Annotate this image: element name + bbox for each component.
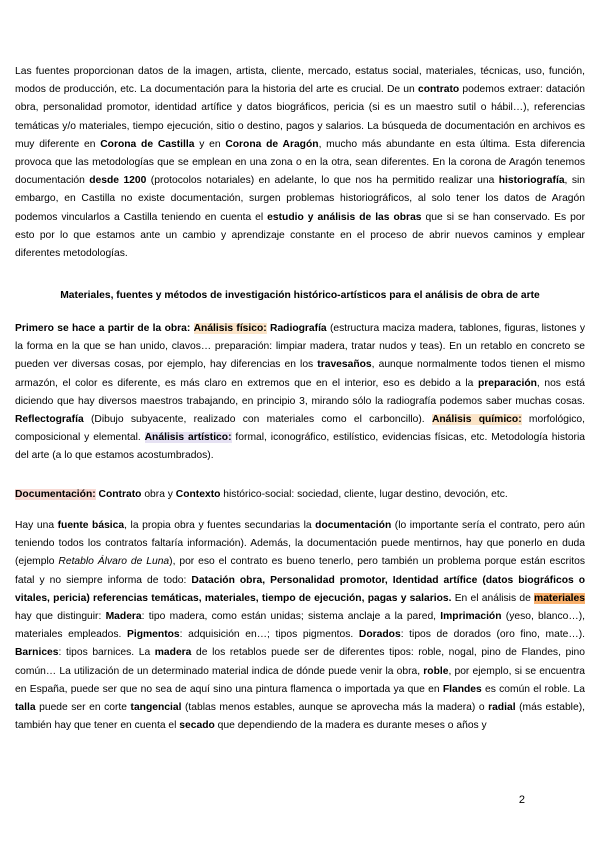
section-heading: Materiales, fuentes y métodos de investigación histórico-artísticos para el análisis de obra de arte — [60, 290, 540, 301]
bold-term: Radiografía — [270, 323, 327, 334]
bold-term: 1200 — [123, 175, 147, 187]
text-run: (yeso, blanco…), materiales empleados. — [15, 611, 585, 641]
page-number: 2 — [518, 794, 525, 806]
bold-term: Imprimación — [440, 611, 502, 623]
text-run: de los retablos puede ser de diferentes tipos: roble, nogal, pino de Flandes, pino común… La utilización de un determinado material indica de dónde puede venir la obra, — [15, 647, 586, 677]
bold-term: talla — [15, 702, 36, 714]
highlight-materials: materiales — [534, 592, 585, 604]
bold-term: Contexto — [175, 489, 221, 500]
bold-term: fuente básica — [57, 520, 125, 531]
text-run: formal, iconográfico, estilístico, evidencias físicas, etc. Metodología historia del arte (a lo que estamos acostumbrados). — [15, 432, 585, 462]
bold-term: Corona de Aragón — [225, 138, 319, 150]
text-run: Hay una — [15, 520, 58, 531]
text-run: podemos extraer: datación obra, personalidad promotor, identidad artífice y datos biográficos, pericia (si es un maestro sutil o hábil…), referencias temáticas y/o materiales, tiempo ejecución, sitio o destino, pagos y salarios. La búsqueda de documentación en archivos es muy diferente en — [15, 84, 585, 150]
text-run: , nos está diciendo que hay diversos maestros trabajando, en principio 3, mirando sólo la radiografía podemos saber muchas cosas. — [15, 377, 585, 407]
bold-term: madera — [154, 647, 192, 659]
text-run: En el análisis de — [451, 592, 535, 604]
text-run: (lo importante sería el contrato, pero aún teniendo todos los contratos faltaría información). Además, la documentación puede mentirnos, hay que ponerlo en duda (ejemplo — [15, 520, 585, 568]
bold-term: Primero se hace a partir de la obra: — [15, 323, 191, 334]
bold-term: radial — [488, 702, 516, 714]
text-run: morfológico, composicional y elemental. — [15, 414, 585, 444]
bold-term: travesaños — [317, 359, 372, 371]
text-run: , la propia obra y fuentes secundarias la — [124, 520, 316, 531]
text-run: , mucho más abundante en esta última. Esta diferencia provoca que las metodologías que se emplean en una zona o en la otra, sean diferentes. En la corona de Aragón tenemos documentación — [15, 138, 586, 187]
bold-term: desde — [89, 175, 120, 187]
bold-term: Corona de Castilla — [100, 138, 195, 150]
analysis-paragraph — [15, 320, 585, 466]
text-run: es común el roble. La — [481, 683, 586, 695]
highlight-physical-analysis: Análisis físico: — [193, 323, 267, 334]
text-run: Las fuentes proporcionan datos de la imagen, artista, cliente, mercado, estatus social, materiales, técnicas, uso, función, modos de producción, etc. La documentación para la historia del arte es crucial. De un — [15, 66, 585, 96]
documentation-paragraph — [15, 486, 585, 504]
bold-term: estudio y análisis de las obras — [267, 211, 422, 223]
text-run: (más estable), también hay que tener en cuenta el — [15, 702, 585, 732]
italic-title: Retablo Álvaro de Luna — [58, 556, 170, 568]
text-run: , aunque normalmente todos tienen el mismo armazón, el color es diferente, es más claro en extremos que en el interior, eso es debido a la — [15, 359, 585, 389]
bold-term: Flandes — [442, 683, 482, 695]
bold-term: documentación — [315, 520, 392, 531]
text-run: que si se han conservado. Es por esto por lo que estamos ante un cambio y aprendizaje constante en el proceso de abrir nuevos caminos y emplear diferentes metodologías. — [15, 211, 585, 260]
bold-term: secado — [179, 720, 215, 732]
text-run: : tipos de dorados (oro fino, mate…). — [400, 629, 585, 641]
bold-term: contrato — [417, 84, 460, 96]
highlight-artistic-analysis: Análisis artístico: — [144, 432, 232, 444]
bold-term: preparación — [477, 377, 537, 389]
bold-term: Barnices — [15, 647, 59, 659]
bold-term: tangencial — [130, 702, 182, 714]
text-run: (tablas menos estables, aunque se aprovecha más la madera) o — [181, 702, 489, 714]
highlight-chemical-analysis: Análisis químico: — [431, 414, 522, 426]
sources-paragraph — [15, 517, 585, 735]
text-run: (protocolos notariales) en adelante, lo que nos ha permitido realizar una — [146, 175, 499, 187]
intro-paragraph — [15, 63, 585, 263]
bold-term: roble — [423, 665, 449, 677]
text-run: histórico-social: sociedad, cliente, lugar destino, devoción, etc. — [220, 489, 508, 500]
text-run: que dependiendo de la madera es durante meses o años y — [214, 720, 487, 732]
text-run: puede ser en corte — [35, 702, 131, 714]
bold-term: historiografía — [498, 175, 565, 187]
bold-term: Pigmentos — [127, 629, 180, 641]
bold-term: Dorados — [358, 629, 401, 641]
highlight-documentation: Documentación: — [15, 489, 96, 500]
text-run: y en — [194, 138, 226, 150]
text-run: ), por eso el contrato es bueno tenerlo, pero también un problema porque están escritos fatal y no siempre informa de todo: — [15, 556, 585, 586]
text-run: (estructura maciza madera, tablones, figuras, listones y la forma en la que se han unido, clavos… preparación: limpiar madera, tratar nudos y teas). En un retablo en concreto se pueden ver diversas cosas, por ejemplo, hay diferencias en los — [15, 323, 585, 371]
bold-term: Datación obra, Personalidad promotor, Identidad artífice (datos biográficos o vitales, pericia) referencias temáticas, materiales, tiempo de ejecución, pagas y salarios. — [15, 574, 586, 604]
text-run: (Dibujo subyacente, realizado con materiales como el carboncillo). — [83, 414, 432, 426]
text-run: : tipos barnices. La — [58, 647, 155, 659]
bold-term: Reflectografía — [15, 414, 84, 426]
text-run: obra y — [141, 489, 176, 500]
text-run: , sin embargo, en Castilla no existe documentación, surgen problemas historiográficos, al solo tener los datos de Aragón podemos vincularlos a Castilla teniendo en cuenta el — [15, 175, 585, 223]
text-run: : adquisición en…; tipos pigmentos. — [179, 629, 359, 641]
text-run: : tipo madera, como están unidas; sistema anclaje a la pared, — [141, 611, 441, 623]
text-run: hay que distinguir: — [15, 611, 106, 623]
text-run: , por ejemplo, si se encuentra en España, puede ser que no sea de aquí sino una pintura flamenca o importada ya que en — [15, 665, 586, 695]
bold-term: Madera — [105, 611, 142, 623]
bold-term: Contrato — [98, 489, 142, 500]
